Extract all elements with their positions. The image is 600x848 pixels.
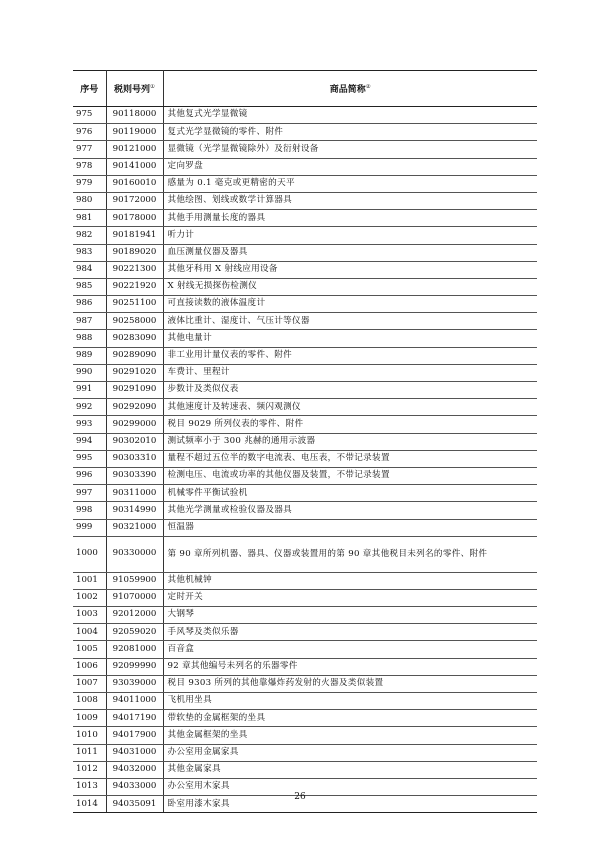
- table-row: [73, 710, 537, 727]
- table-row: [73, 313, 537, 330]
- row-serial-number: 983: [73, 244, 106, 261]
- row-product-name: 税目 9029 所列仪表的零件、附件: [163, 416, 537, 433]
- row-serial-number: 997: [73, 485, 106, 502]
- row-serial-number: 1004: [73, 624, 106, 641]
- table-row: [73, 502, 537, 519]
- row-serial-number: 986: [73, 296, 106, 313]
- row-product-name: 测试频率小于 300 兆赫的通用示波器: [163, 433, 537, 450]
- row-tariff-code: 94031000: [106, 744, 163, 761]
- row-product-name: 办公室用木家具: [163, 778, 537, 795]
- row-serial-number: 976: [73, 124, 106, 141]
- table-row: [73, 641, 537, 658]
- table-row: [73, 519, 537, 536]
- table-row: [73, 416, 537, 433]
- table-row: [73, 278, 537, 295]
- table-row: [73, 158, 537, 175]
- table-row: [73, 124, 537, 141]
- row-serial-number: 1014: [73, 796, 106, 813]
- table-row: [73, 450, 537, 467]
- table-row: [73, 244, 537, 261]
- row-tariff-code: 90258000: [106, 313, 163, 330]
- row-tariff-code: 94011000: [106, 693, 163, 710]
- row-tariff-code: 90311000: [106, 485, 163, 502]
- row-serial-number: 991: [73, 382, 106, 399]
- row-serial-number: 980: [73, 192, 106, 209]
- header-product-name: 商品简称②: [163, 71, 537, 107]
- table-row: [73, 192, 537, 209]
- row-tariff-code: 90299000: [106, 416, 163, 433]
- row-tariff-code: 90221920: [106, 278, 163, 295]
- table-row: [73, 210, 537, 227]
- row-tariff-code: 90221300: [106, 261, 163, 278]
- row-product-name: 其他金属框架的坐具: [163, 727, 537, 744]
- row-product-name: 定向罗盘: [163, 158, 537, 175]
- table-row: [73, 658, 537, 675]
- row-tariff-code: 94017190: [106, 710, 163, 727]
- row-serial-number: 982: [73, 227, 106, 244]
- row-tariff-code: 94035091: [106, 796, 163, 813]
- row-tariff-code: 90291020: [106, 364, 163, 381]
- table-row: [73, 589, 537, 606]
- row-product-name: 卧室用漆木家具: [163, 796, 537, 813]
- row-tariff-code: 90141000: [106, 158, 163, 175]
- table-row: [73, 485, 537, 502]
- table-row: [73, 607, 537, 624]
- row-tariff-code: 90172000: [106, 192, 163, 209]
- table-row: [73, 467, 537, 484]
- row-tariff-code: 90181941: [106, 227, 163, 244]
- row-tariff-code: 90303310: [106, 450, 163, 467]
- row-tariff-code: 90330000: [106, 536, 163, 572]
- row-product-name: 感量为 0.1 毫克或更精密的天平: [163, 175, 537, 192]
- row-product-name: 恒温器: [163, 519, 537, 536]
- row-serial-number: 1000: [73, 536, 106, 572]
- row-tariff-code: 92081000: [106, 641, 163, 658]
- header-tariff-code: 税则号列①: [106, 71, 163, 107]
- table-row: [73, 141, 537, 158]
- row-serial-number: 995: [73, 450, 106, 467]
- row-serial-number: 1009: [73, 710, 106, 727]
- row-serial-number: 985: [73, 278, 106, 295]
- row-product-name: 92 章其他编号未列名的乐器零件: [163, 658, 537, 675]
- row-tariff-code: 94017900: [106, 727, 163, 744]
- row-product-name: 手风琴及类似乐器: [163, 624, 537, 641]
- row-product-name: 液体比重计、湿度计、气压计等仪器: [163, 313, 537, 330]
- row-product-name: 其他速度计及转速表、频闪观测仪: [163, 399, 537, 416]
- row-product-name: 大钢琴: [163, 607, 537, 624]
- row-tariff-code: 90251100: [106, 296, 163, 313]
- table-row: [73, 261, 537, 278]
- row-product-name: 非工业用计量仪表的零件、附件: [163, 347, 537, 364]
- row-serial-number: 1012: [73, 761, 106, 778]
- row-serial-number: 1008: [73, 693, 106, 710]
- row-serial-number: 993: [73, 416, 106, 433]
- row-product-name: 其他光学测量或检验仪器及器具: [163, 502, 537, 519]
- table-row: [73, 572, 537, 589]
- row-serial-number: 999: [73, 519, 106, 536]
- row-serial-number: 1006: [73, 658, 106, 675]
- row-product-name: X 射线无损探伤检测仪: [163, 278, 537, 295]
- footnote-marker-2: ②: [365, 84, 371, 90]
- table-row: [73, 744, 537, 761]
- row-serial-number: 975: [73, 107, 106, 124]
- row-tariff-code: 92099990: [106, 658, 163, 675]
- row-serial-number: 996: [73, 467, 106, 484]
- table-row: [73, 399, 537, 416]
- row-serial-number: 977: [73, 141, 106, 158]
- table-row: [73, 330, 537, 347]
- table-row: [73, 433, 537, 450]
- row-product-name: 百音盒: [163, 641, 537, 658]
- table-row: [73, 536, 537, 572]
- row-serial-number: 990: [73, 364, 106, 381]
- row-tariff-code: 90119000: [106, 124, 163, 141]
- row-tariff-code: 90292090: [106, 399, 163, 416]
- row-product-name: 血压测量仪器及器具: [163, 244, 537, 261]
- row-product-name: 办公室用金属家具: [163, 744, 537, 761]
- row-tariff-code: 90121000: [106, 141, 163, 158]
- table-row: [73, 296, 537, 313]
- row-tariff-code: 90160010: [106, 175, 163, 192]
- row-product-name: 听力计: [163, 227, 537, 244]
- row-tariff-code: 90289090: [106, 347, 163, 364]
- table-header-row: [73, 71, 537, 107]
- row-product-name: 其他金属家具: [163, 761, 537, 778]
- row-serial-number: 1013: [73, 778, 106, 795]
- row-tariff-code: 90118000: [106, 107, 163, 124]
- row-product-name: 飞机用坐具: [163, 693, 537, 710]
- row-serial-number: 1001: [73, 572, 106, 589]
- table-row: [73, 107, 537, 124]
- row-tariff-code: 90303390: [106, 467, 163, 484]
- row-product-name: 复式光学显微镜的零件、附件: [163, 124, 537, 141]
- table-row: [73, 364, 537, 381]
- row-tariff-code: 90314990: [106, 502, 163, 519]
- row-product-name: 车费计、里程计: [163, 364, 537, 381]
- row-tariff-code: 91070000: [106, 589, 163, 606]
- row-serial-number: 984: [73, 261, 106, 278]
- footnote-marker-1: ①: [150, 84, 155, 90]
- row-tariff-code: 90178000: [106, 210, 163, 227]
- row-product-name: 带软垫的金属框架的坐具: [163, 710, 537, 727]
- row-tariff-code: 93039000: [106, 675, 163, 692]
- row-tariff-code: 90189020: [106, 244, 163, 261]
- row-serial-number: 988: [73, 330, 106, 347]
- row-product-name: 其他电量计: [163, 330, 537, 347]
- table-row: [73, 761, 537, 778]
- row-serial-number: 1010: [73, 727, 106, 744]
- row-serial-number: 992: [73, 399, 106, 416]
- row-product-name: 其他牙科用 X 射线应用设备: [163, 261, 537, 278]
- row-serial-number: 1011: [73, 744, 106, 761]
- row-tariff-code: 91059900: [106, 572, 163, 589]
- row-product-name: 其他复式光学显微镜: [163, 107, 537, 124]
- table-row: [73, 175, 537, 192]
- table-row: [73, 727, 537, 744]
- tariff-table: [73, 70, 537, 813]
- table-row: [73, 693, 537, 710]
- table-row: [73, 624, 537, 641]
- table-row: [73, 347, 537, 364]
- row-serial-number: 978: [73, 158, 106, 175]
- row-serial-number: 987: [73, 313, 106, 330]
- row-product-name: 可直接读数的液体温度计: [163, 296, 537, 313]
- row-serial-number: 1003: [73, 607, 106, 624]
- row-tariff-code: 92012000: [106, 607, 163, 624]
- row-serial-number: 979: [73, 175, 106, 192]
- table-body: [73, 107, 537, 813]
- row-tariff-code: 92059020: [106, 624, 163, 641]
- row-serial-number: 1005: [73, 641, 106, 658]
- row-product-name: 定时开关: [163, 589, 537, 606]
- table-row: [73, 675, 537, 692]
- row-serial-number: 1002: [73, 589, 106, 606]
- row-product-name: 其他手用测量长度的器具: [163, 210, 537, 227]
- row-product-name: 其他绘图、划线或数学计算器具: [163, 192, 537, 209]
- row-serial-number: 998: [73, 502, 106, 519]
- row-product-name: 其他机械钟: [163, 572, 537, 589]
- row-tariff-code: 94032000: [106, 761, 163, 778]
- table-row: [73, 227, 537, 244]
- row-serial-number: 981: [73, 210, 106, 227]
- header-serial-number: 序号: [73, 71, 106, 107]
- row-tariff-code: 90321000: [106, 519, 163, 536]
- row-product-name: 量程不超过五位半的数字电流表、电压表，不带记录装置: [163, 450, 537, 467]
- row-product-name: 检测电压、电流或功率的其他仪器及装置，不带记录装置: [163, 467, 537, 484]
- row-product-name: 税目 9303 所列的其他靠爆炸药发射的火器及类似装置: [163, 675, 537, 692]
- row-tariff-code: 90283090: [106, 330, 163, 347]
- row-serial-number: 1007: [73, 675, 106, 692]
- row-tariff-code: 94033000: [106, 778, 163, 795]
- row-product-name: 步数计及类似仪表: [163, 382, 537, 399]
- row-serial-number: 989: [73, 347, 106, 364]
- page-number: 26: [294, 792, 306, 802]
- row-tariff-code: 90302010: [106, 433, 163, 450]
- row-product-name: 第 90 章所列机器、器具、仪器或装置用的第 90 章其他税目未列名的零件、附件: [163, 536, 537, 572]
- table-row: [73, 382, 537, 399]
- row-serial-number: 994: [73, 433, 106, 450]
- row-product-name: 显微镜（光学显微镜除外）及衍射设备: [163, 141, 537, 158]
- row-tariff-code: 90291090: [106, 382, 163, 399]
- row-product-name: 机械零件平衡试验机: [163, 485, 537, 502]
